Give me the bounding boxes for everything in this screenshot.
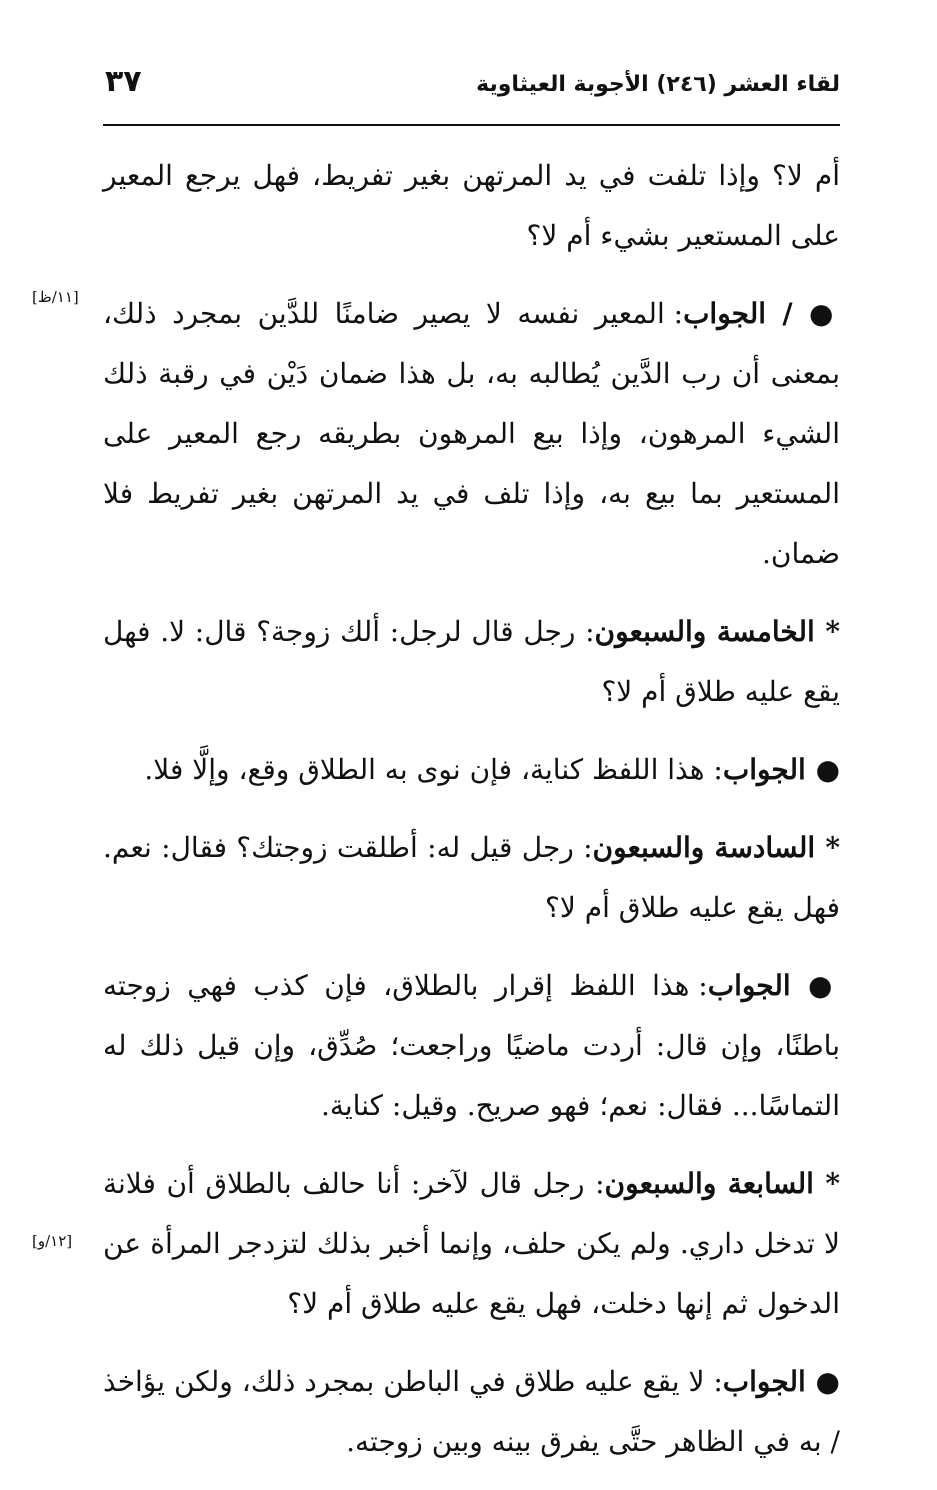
paragraph-continuation: أم لا؟ وإذا تلفت في يد المرتهن بغير تفريط، فهل يرجع المعير على المستعير بشيء أم لا؟ bbox=[103, 159, 840, 252]
question-text: : رجل قيل له: أطلقت زوجتك؟ فقال: نعم. فهل يقع عليه طلاق أم لا؟ bbox=[103, 831, 840, 924]
answer-paragraph bbox=[103, 740, 840, 800]
question-paragraph bbox=[103, 1154, 840, 1334]
answer-text: : المعير نفسه لا يصير ضامنًا للدَّين بمجرد ذلك، بمعنى أن رب الدَّين يُطالبه به، بل هذا ضمان دَيْن في رقبة ذلك الشيء المرهون، وإذا بيع المرهون بطريقه رجع المعير على المستعير بما بيع به، وإذا تلف في يد المرتهن بغير تفريط فلا ضمان. bbox=[103, 297, 840, 570]
margin-note-2: [١٢/و] bbox=[32, 1232, 73, 1250]
answer-paragraph bbox=[103, 284, 840, 584]
answer-paragraph bbox=[103, 956, 840, 1136]
question-text: : رجل قال لرجل: ألك زوجة؟ قال: لا. فهل يقع عليه طلاق أم لا؟ bbox=[103, 615, 840, 708]
page-body bbox=[103, 146, 840, 1490]
answer-paragraph bbox=[103, 1352, 840, 1472]
header-rule bbox=[103, 124, 840, 126]
question-text: : رجل قال لآخر: أنا حالف بالطلاق أن فلانة لا تدخل داري. ولم يكن حلف، وإنما أخبر بذلك لتزدجر المرأة عن الدخول ثم إنها دخلت، فهل يقع عليه طلاق أم لا؟ bbox=[103, 1167, 840, 1320]
page-number: ٣٧ bbox=[105, 64, 142, 99]
question-heading: * السادسة والسبعون bbox=[592, 831, 841, 864]
question-heading: * الخامسة والسبعون bbox=[594, 615, 840, 648]
answer-text: : لا يقع عليه طلاق في الباطن بمجرد ذلك، ولكن يؤاخذ / به في الظاهر حتَّى يفرق بينه وبين زوجته. bbox=[103, 1365, 840, 1458]
page-header bbox=[103, 64, 840, 124]
answer-heading: ● الجواب bbox=[722, 753, 840, 786]
answer-text: : هذا اللفظ كناية، فإن نوى به الطلاق وقع، وإلَّا فلا. bbox=[144, 753, 723, 786]
margin-note-1: [١١/ظ] bbox=[32, 288, 79, 306]
answer-text: : هذا اللفظ إقرار بالطلاق، فإن كذب فهي زوجته باطنًا، وإن قال: أردت ماضيًا وراجعت؛ صُدِّق، وإن قيل ذلك له التماسًا... فقال: نعم؛ فهو صريح. وقيل: كناية. bbox=[103, 969, 840, 1122]
answer-heading: ● الجواب bbox=[707, 969, 841, 1002]
answer-heading: ● / الجواب bbox=[683, 297, 840, 330]
running-title: لقاء العشر (٢٤٦) الأجوبة العيثاوية bbox=[476, 72, 840, 97]
question-paragraph bbox=[103, 818, 840, 938]
question-paragraph bbox=[103, 602, 840, 722]
answer-heading: ● الجواب bbox=[722, 1365, 841, 1398]
question-heading: * السابعة والسبعون bbox=[604, 1167, 840, 1200]
